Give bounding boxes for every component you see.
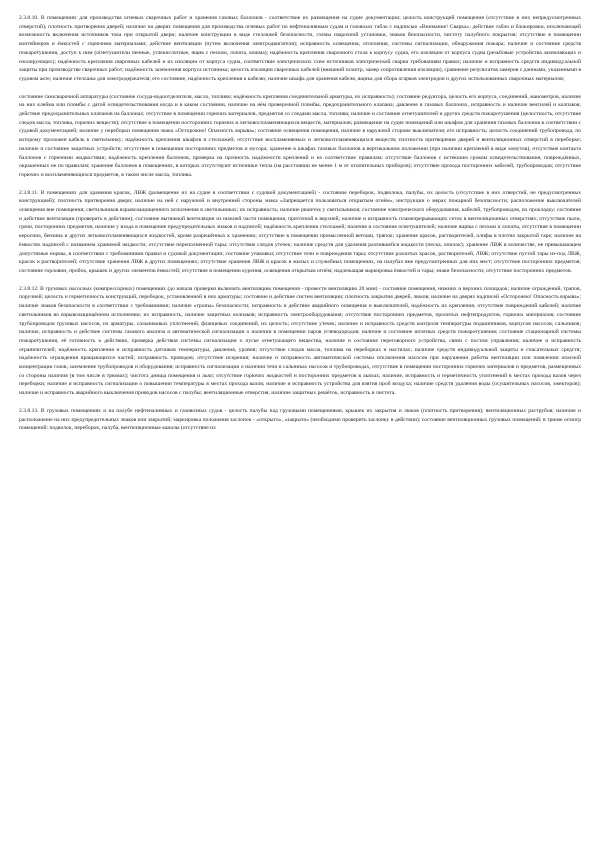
- paragraph-number: 2.3.8.10.: [19, 15, 39, 21]
- paragraph-number: 2.3.8.13.: [19, 407, 39, 414]
- paragraph-2-3-8-13: [19, 407, 581, 433]
- paragraph-text: состояние газосварочной аппаратуры (состояние сосуда-водоотделителя, масло, топливо; надёжность крепления соединительной арматуры, их исправность); состояние редуктора, целость его корпуса, соединений, манометров, наличие на них клейма или пломбы с датой освидетельствования когда и в каком состоянии, наличие на нём проверочной пломбы, предохранительного клапана; давление в газовых баллонах, исправность и наличие вентилей и колпаков; действие предохранительных клапанов на баллонах; отсутствие в помещении горючих материалов, предметов со следами масла, топлива; наличие и состояние огнетушителей и других средств пожаротушения (целостность, отсутствие следов масла, топлива, горючих веществ); отсутствие в помещении посторонних горючих и легковоспламеняющихся веществ, материалов; размещение на судне помещений или шкафов для хранения газовых баллонов в соответствии с судовой документацией; наличие у переборки помещения знака «Осторожно! Опасность взрыва»; состояние освещения помещения, наличие в наружной стороне выключателя; его исправность; целость соединений трубопровода, по которому проложен кабель к светильнику; надёжность крепления шкафов и стеллажей; отсутствие воспламеняемых и легковоспламеняющихся веществ; плотность притворения дверей и вентиляционных отверстий в переборке; наличие и состояние защитных устройств; отсутствие в помещении посторонних предметов и мусора; хранение в шкафах газовых баллонов в вертикальном положении (при наличии креплений в виде хомутов), отсутствие контакта баллонов с горючими жидкостями; надёжность крепления баллонов, проверка на прочность надёжности креплений и их соответствие правилам; отсутствие баллонов с истекшим сроком освидетельствования, повреждённых, окрашенных не по правилам; хранение баллонов в помещениях, в которых отсутствуют источники тепла (на расстоянии не менее 1 м от отопительных приборов); отсутствие прохода посторонних кабелей, трубопроводов; отсутствие горючих и воспламеняющихся предметов, в таком числе масла, топлива.: [19, 93, 581, 178]
- paragraph-2-3-8-10: [19, 14, 581, 84]
- paragraph-text: В грузовых насосных (компрессорных) помещениях (до начала проверки включить вентиляцию помещения - провести вентиляцию 20 мин) - состояние помещения, нижних и верхних площадок; наличие ограждений, трапов, поручней; целость и герметичность конструкций, переборок, установленной в них арматуры; состояние и действие систем вентиляции; плотность закрытия дверей, люков; наличие на дверях надписей «Осторожно! Опасность взрыва»; наличие знаков безопасности в соответствии с требованиями; наличие «тропы» безопасности; исправность и действие аварийного освещения и выключателей, надёжность их крепления, отсутствие повреждений кабелей; наличие светильников во взрывозащищённом исполнении; их исправность, наличие защитных колпаков; исправность электрооборудования; отсутствие посторонних предметов, пролитых нефтепродуктов, горючих материалов; состояние трубопроводов грузовых насосов, их арматуры, сальниковых уплотнений, фланцевых соединений, их целость; отсутствие утечек; наличие и исправность средств контроля температуры подшипников, корпусов насосов, сальников; наличие, исправность и действие системы газового анализа и автоматической сигнализации о наличии в помещении паров углеводородов; наличие и состояние штатных средств пожаротушения; состояние стационарной системы пожаротушения, её готовность к действию, проверка действия системы сигнализации о пуске огнетушащего вещества, наличие и состояние переговорного устройства, связи с постом управления; наличие и исправность ограничителей; надёжность крепления и исправность датчиков температуры, давления, уровня; отсутствие следов масла, топлива на переборках и настилах; наличие средств индивидуальной защиты и спасательных средств; надёжность ограждения вращающихся частей; исправность приводов; отсутствие искрения; наличие и исправность автоматической системы отключения насосов при нарушении работы вентиляции или появлении опасной концентрации газов; заземление трубопроводов и оборудования; исправность сигнализации о наличии течи в сальниках насосов и трубопроводах, отсутствие в помещении посторонних горючих материалов и предметов, размещенных со стороны наличия (в том числе в трюмах); чистота днища помещения и льял; отсутствие горючих жидкостей и посторонних предметов в льялах; наличие, исправность и герметичность уплотнений в местах прохода валов через переборки; наличие и исправность сигнализации о повышении температуры в местах прохода валов; наличие и исправность устройства для взятия проб воздуха; наличие средств удаления воды (осушительных насосов, эжекторов); наличие и исправность аварийного выключения приводов насосов с палубы; вентиляционные отверстия, наличие защитных решёток, исправность и чистота.: [19, 285, 581, 397]
- paragraph-2-3-8-11: [19, 189, 581, 276]
- paragraph-text: В помещениях для производства огневых сварочных работ и хранения газовых баллонов - соответствие их размещения на судне документации; целость конструкций помещения (отсутствие в них непредусмотренных отверстий); плотность притворения дверей; наличие на дверях помещения для производства огневых работ по нефтеналивным судам и газовозах табло с надписью «Внимание! Сварка»; действие табло и блокировки, исключающей возможность включения источников тока при открытой двери; наличие конструкции в виде стеллажей безопасности, схемы сварочной установки, знаков безопасности, чистоту палубного покрытия; отсутствие в помещении контейнеров и ёмкостей с горючими материалами; действие вентиляции (путем включения электродвигателя); исправность освещения, отопления, системы сигнализации, обнаружения пожара; наличие и состояние средств пожаротушения, доступ к ним (огнетушители пенные, углекислотные, ящик с песком, лопата, кошма); надёжность крепления сварочного стола к корпусу судна, его изоляции от корпуса судна (резьбовые устройства заземляющих и изолирующих); надёжность крепления сварочных кабелей и их изоляции от корпуса судна, соответствие электрических схем источников электрической сварки требованиям правил; наличие и исправность средств индивидуальной защиты при производстве сварочных работ; надёжность заземления корпуса источника; целость изоляции сварочных кабелей (внешний осмотр, замер сопротивления изоляции), сравнение результатов замеров с данными, указанными в судовом акте; наличие стеллажа для электродержателя; его состояние, надёжность крепления к кабелю; наличие шкафа для хранения кабеля, ящика для сбора огарков электродов и других использованных сварочных материалов;: [19, 15, 581, 82]
- paragraph-number: 2.3.8.12.: [19, 285, 39, 292]
- paragraph-number: 2.3.8.11.: [19, 189, 39, 196]
- paragraph-continuation: [19, 93, 581, 180]
- paragraph-text: В помещениях для хранения красок, ЛВЖ (размещение их на судне в соответствии с судовой документацией) - состояние переборок, подволока, палубы, их целость (отсутствие в них отверстий, не предусмотренных конструкцией); плотность притворения двери; наличие на ней с наружной и внутренней стороны знака «Запрещается пользоваться открытым огнём», инструкции о мерах пожарной безопасности; расположение выключателей освещения вне помещения; светильников взрывозащищенного исполнения в светильниках; их исправность; наличие решеток у светильников; состояние электрического оборудования, кабелей, трубопроводов, их прокладку; состояние и действие вентиляции (проверить в действии); состояние вытяжной вентиляции из нижней части помещения, приточной в верхней; наличие и исправность пламепрерывающих сеток в вентиляционных отверстиях; отсутствие пыли, грязи, посторонних предметов; наличие у входа в помещение предупредительных знаков и надписей; надёжность крепления стеллажей; наличие и состояние огнетушителей; наличие ящика с песком и лопаты, отсутствие в помещении керосина, бензина и других легковоспламеняющихся жидкостей, кроме разрешённых к хранению; отсутствие в помещении промасленной ветоши, тряпок; хранение красок, растворителей, олифы в плотно закрытой таре; наличие на ёмкостях надписей с названием хранимой жидкости; отсутствие переполненной тары; отсутствие следов утечек; наличие средств для удаления разлившейся жидкости (песка, опилок); хранение ЛВЖ в количестве, не превышающем допустимые нормы, в соответствии с требованиями правил и судовой документации; состояние упаковки; отсутствие течи и повреждения тары; отсутствие разлитых красок, растворителей, ЛВЖ; отсутствие пустой тары из-под ЛВЖ, красок и растворителей; отсутствие хранения ЛВЖ в других помещениях; отсутствие хранения ЛВЖ и красок в жилых и служебных помещениях, на палубах вне предусмотренных для них мест; отсутствие посторонних предметов; состояние горловин, пробок, крышек и других элементов ёмкостей; отсутствие в помещении курения, освещения открытым огнём; надлежащая маркировка ёмкостей и тары; знаки безопасности; отсутствие посторонних предметов.: [19, 189, 581, 274]
- document-page: [19, 14, 581, 442]
- paragraph-2-3-8-12: [19, 285, 581, 398]
- paragraph-text: В грузовых помещениях и на палубе нефтеналивных и газовозных судов - целость палубы над грузовыми помещениями, крышек их закрытия и люков (плотность притворения); вентиляционных раструбов; наличие и расположение на них предупредительных знаков или закрытий; маркировка положения заслонок - «открыто», «закрыто» (необходимо проверить заслонку в действии); состояние вентиляционных грузовых помещений; в трюме осмотр помещений: подволок, переборок, палуба, вентиляционные каналы (отсутствие их: [19, 407, 581, 432]
